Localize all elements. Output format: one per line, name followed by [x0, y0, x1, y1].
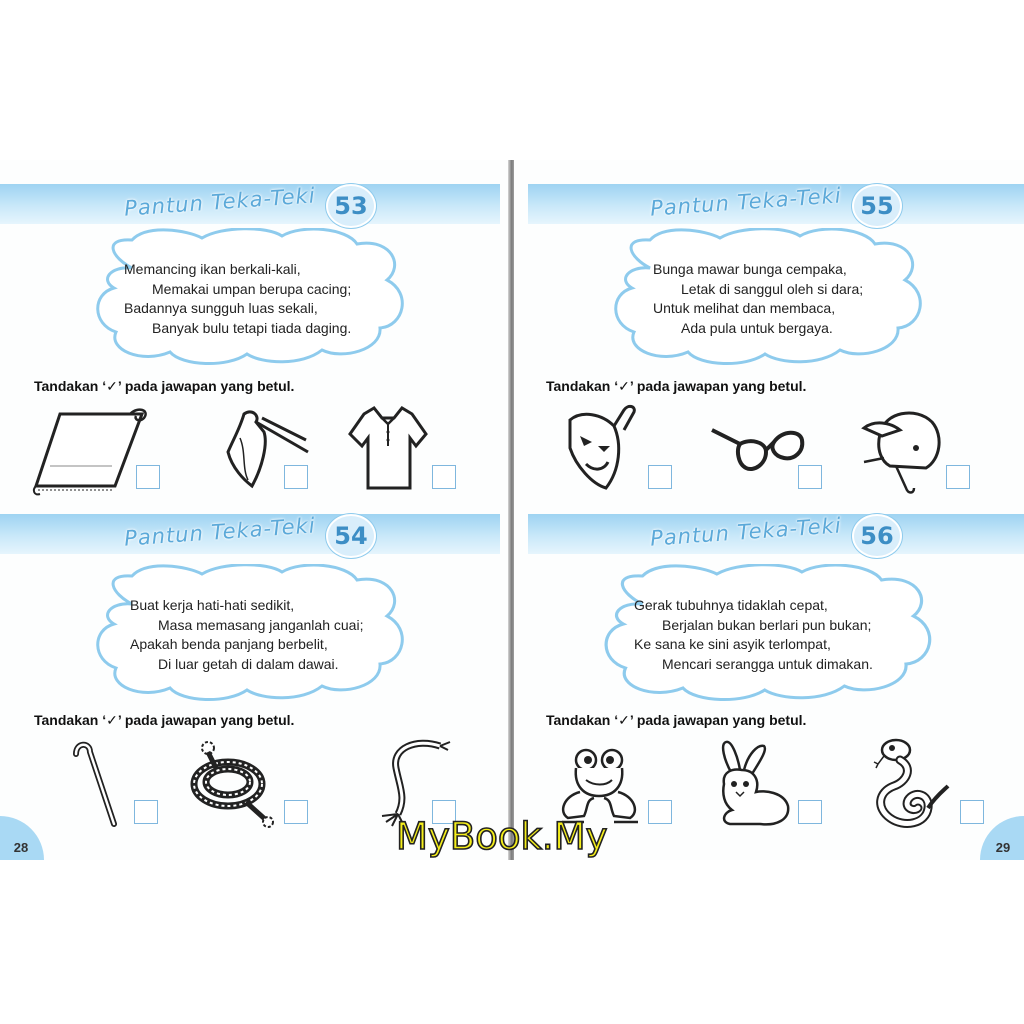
section-title: Pantun Teka-Teki [123, 183, 317, 221]
answer-checkbox[interactable] [284, 465, 308, 489]
instruction-end: ’ pada jawapan yang betul. [117, 378, 295, 394]
book-spread [0, 160, 1024, 860]
check-mark: ✓ [106, 378, 118, 394]
poem-line: Masa memasang janganlah cuai; [158, 616, 364, 633]
answer-checkbox[interactable] [946, 465, 970, 489]
answer-checkbox[interactable] [798, 465, 822, 489]
poem-line: Di luar getah di dalam dawai. [158, 655, 339, 672]
answer-checkbox[interactable] [648, 465, 672, 489]
answer-checkbox[interactable] [136, 465, 160, 489]
answer-checkbox[interactable] [432, 465, 456, 489]
helmet-icon [860, 404, 944, 496]
spectacles-icon [710, 422, 806, 480]
instruction-end: ’ pada jawapan yang betul. [629, 378, 807, 394]
answer-checkbox[interactable] [284, 800, 308, 824]
poem-line: Letak di sanggul oleh si dara; [681, 280, 864, 297]
pantun-54-text [130, 596, 363, 674]
poem-line: Apakah benda panjang berbelit, [130, 636, 328, 652]
shirt-icon [348, 402, 428, 492]
watermark-text: MyBook.My [396, 815, 608, 858]
poem-line: Ke sana ke sini asyik terlompat, [634, 636, 831, 652]
instruction-start: Tandakan ‘ [34, 712, 107, 728]
section-title: Pantun Teka-Teki [649, 513, 843, 551]
section-header-53 [0, 184, 500, 224]
section-title: Pantun Teka-Teki [123, 513, 317, 551]
rabbit-icon [710, 740, 794, 832]
instruction-end: ’ pada jawapan yang betul. [117, 712, 295, 728]
poem-line: Banyak bulu tetapi tiada daging. [152, 319, 352, 336]
pantun-55-text [653, 260, 863, 338]
check-mark: ✓ [106, 712, 118, 728]
instruction-start: Tandakan ‘ [34, 378, 107, 394]
answer-checkbox[interactable] [798, 800, 822, 824]
poem-line: Bunga mawar bunga cempaka, [653, 261, 847, 277]
poem-line: Untuk melihat dan membaca, [653, 300, 836, 316]
section-number-badge: 53 [326, 184, 376, 228]
page-number: 28 [6, 836, 36, 858]
poem-line: Memancing ikan berkali-kali, [124, 261, 301, 277]
pantun-56-text [634, 596, 873, 674]
instruction-start: Tandakan ‘ [546, 378, 619, 394]
pantun-53-text [124, 260, 351, 338]
mask-icon [562, 400, 642, 495]
poem-line: Buat kerja hati-hati sedikit, [130, 597, 295, 613]
instruction-start: Tandakan ‘ [546, 712, 619, 728]
answer-checkbox[interactable] [960, 800, 984, 824]
snake-icon [870, 738, 950, 830]
section-number-badge: 54 [326, 514, 376, 558]
section-header-56 [528, 514, 1024, 554]
poem-line: Ada pula untuk bergaya. [681, 319, 833, 336]
poem-line: Memakai umpan berupa cacing; [152, 280, 352, 297]
instruction-54 [34, 712, 294, 729]
instruction-56 [546, 712, 806, 729]
page-number: 29 [988, 836, 1018, 858]
section-number-badge: 56 [852, 514, 902, 558]
poem-line: Gerak tubuhnya tidaklah cepat, [634, 597, 828, 613]
instruction-55 [546, 378, 806, 395]
answer-checkbox[interactable] [134, 800, 158, 824]
instruction-end: ’ pada jawapan yang betul. [629, 712, 807, 728]
poem-line: Badannya sungguh luas sekali, [124, 300, 318, 316]
right-page [514, 160, 1024, 860]
check-mark: ✓ [618, 378, 630, 394]
instruction-53 [34, 378, 294, 395]
section-header-55 [528, 184, 1024, 224]
carpet-icon [30, 406, 150, 496]
section-number-badge: 55 [852, 184, 902, 228]
poem-line: Mencari serangga untuk dimakan. [662, 655, 873, 672]
walking-cane-icon [62, 738, 132, 828]
poem-line: Berjalan bukan berlari pun bukan; [662, 616, 872, 633]
left-page [0, 160, 510, 860]
section-header-54 [0, 514, 500, 554]
check-mark: ✓ [618, 712, 630, 728]
section-title: Pantun Teka-Teki [649, 183, 843, 221]
coiled-rope-icon [186, 740, 286, 830]
answer-checkbox[interactable] [648, 800, 672, 824]
